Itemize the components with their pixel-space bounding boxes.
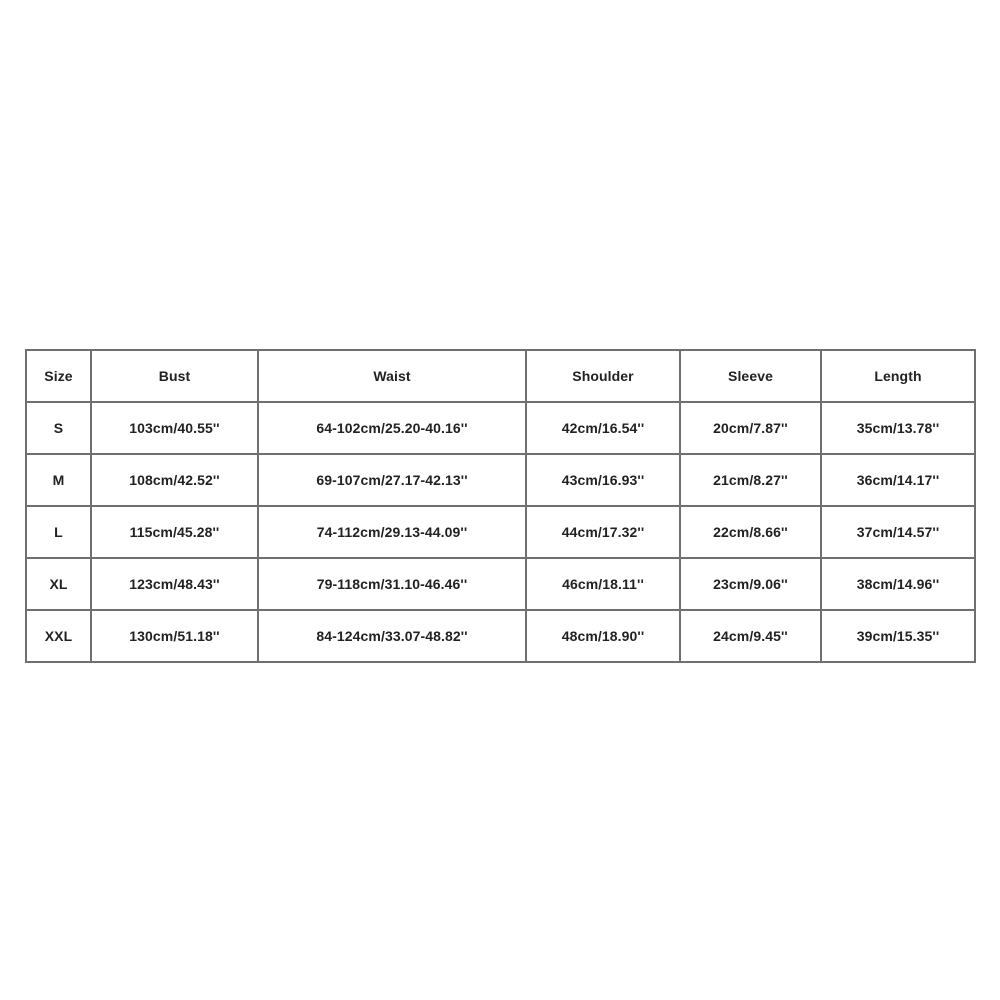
- cell-size: S: [26, 402, 91, 454]
- cell-waist: 64-102cm/25.20-40.16'': [258, 402, 526, 454]
- cell-length: 35cm/13.78'': [821, 402, 975, 454]
- cell-length: 36cm/14.17'': [821, 454, 975, 506]
- column-header-size: Size: [26, 350, 91, 402]
- cell-waist: 74-112cm/29.13-44.09'': [258, 506, 526, 558]
- cell-waist: 79-118cm/31.10-46.46'': [258, 558, 526, 610]
- column-header-bust: Bust: [91, 350, 258, 402]
- cell-sleeve: 24cm/9.45'': [680, 610, 821, 662]
- cell-shoulder: 42cm/16.54'': [526, 402, 680, 454]
- cell-waist: 84-124cm/33.07-48.82'': [258, 610, 526, 662]
- cell-bust: 115cm/45.28'': [91, 506, 258, 558]
- table-row: [26, 558, 975, 610]
- cell-size: XL: [26, 558, 91, 610]
- table-row: [26, 506, 975, 558]
- cell-bust: 108cm/42.52'': [91, 454, 258, 506]
- cell-bust: 123cm/48.43'': [91, 558, 258, 610]
- cell-shoulder: 46cm/18.11'': [526, 558, 680, 610]
- table-row: [26, 610, 975, 662]
- cell-sleeve: 20cm/7.87'': [680, 402, 821, 454]
- cell-shoulder: 48cm/18.90'': [526, 610, 680, 662]
- cell-sleeve: 23cm/9.06'': [680, 558, 821, 610]
- cell-length: 37cm/14.57'': [821, 506, 975, 558]
- cell-size: XXL: [26, 610, 91, 662]
- table-header-row: [26, 350, 975, 402]
- column-header-shoulder: Shoulder: [526, 350, 680, 402]
- column-header-sleeve: Sleeve: [680, 350, 821, 402]
- cell-shoulder: 44cm/17.32'': [526, 506, 680, 558]
- cell-shoulder: 43cm/16.93'': [526, 454, 680, 506]
- cell-length: 38cm/14.96'': [821, 558, 975, 610]
- cell-size: L: [26, 506, 91, 558]
- table-row: [26, 402, 975, 454]
- cell-bust: 103cm/40.55'': [91, 402, 258, 454]
- column-header-length: Length: [821, 350, 975, 402]
- cell-bust: 130cm/51.18'': [91, 610, 258, 662]
- cell-size: M: [26, 454, 91, 506]
- cell-sleeve: 21cm/8.27'': [680, 454, 821, 506]
- cell-sleeve: 22cm/8.66'': [680, 506, 821, 558]
- column-header-waist: Waist: [258, 350, 526, 402]
- cell-waist: 69-107cm/27.17-42.13'': [258, 454, 526, 506]
- cell-length: 39cm/15.35'': [821, 610, 975, 662]
- size-chart-table: [25, 349, 976, 663]
- table-row: [26, 454, 975, 506]
